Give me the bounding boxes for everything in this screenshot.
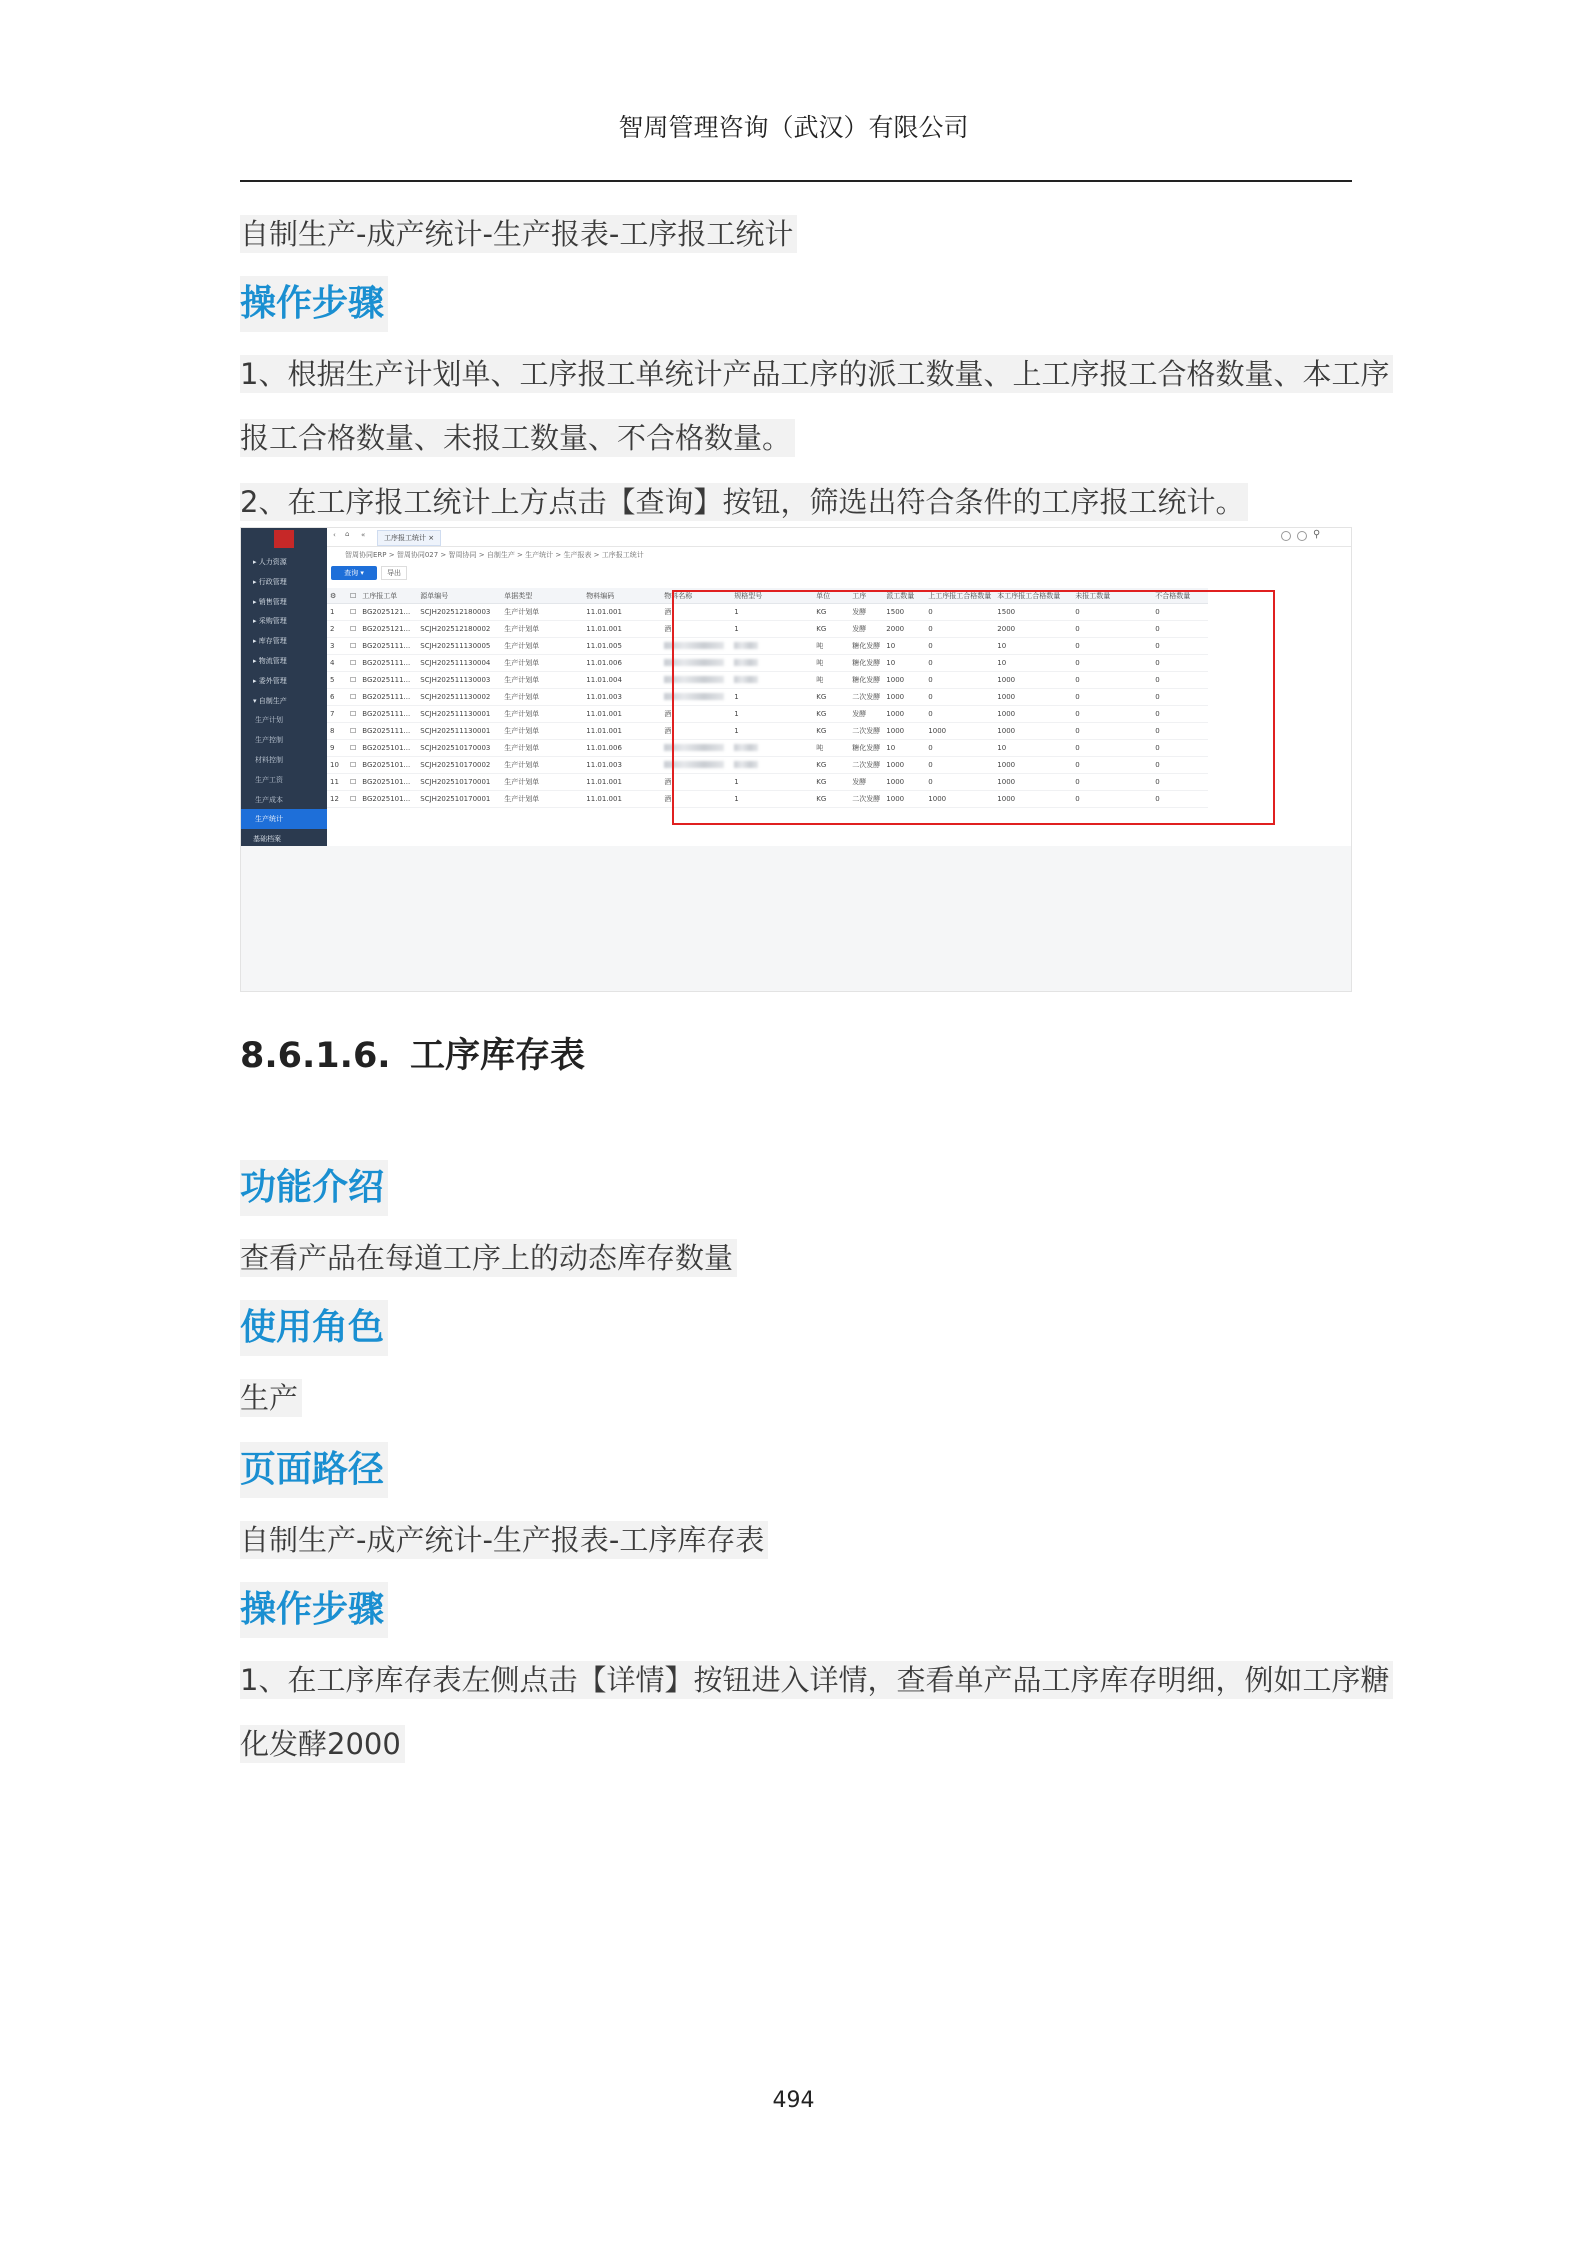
table-cell: 1000 [883, 757, 925, 774]
step3-line2 [240, 1722, 405, 1766]
table-cell: 酒 [661, 604, 731, 621]
table-cell: 10 [994, 740, 1072, 757]
sidebar-item[interactable]: 生产成本 [255, 795, 283, 804]
table-cell: KG [813, 774, 849, 791]
col-gear: ⚙ [327, 588, 347, 604]
table-cell: 吨 [813, 638, 849, 655]
table-cell: BG2025111... [359, 655, 417, 672]
sidebar-item[interactable]: ▸ 销售管理 [253, 597, 287, 606]
table-cell: 0 [1072, 689, 1152, 706]
row-number: 7 [327, 706, 347, 723]
table-cell: 11.01.001 [583, 774, 661, 791]
step3-line2-text: 化发酵2000 [240, 1725, 405, 1763]
table-cell: SCJH202510170001 [417, 791, 501, 808]
column-header: 本工序报工合格数量 [994, 588, 1072, 604]
col-check[interactable]: ☐ [347, 588, 359, 604]
table-cell: 0 [1072, 638, 1152, 655]
step1-line1-text: 1、根据生产计划单、工序报工单统计产品工序的派工数量、上工序报工合格数量、本工序 [240, 355, 1393, 393]
table-cell: 11.01.006 [583, 655, 661, 672]
table-cell: 1000 [883, 723, 925, 740]
path-text: 自制生产-成产统计-生产报表-工序报工统计 [240, 215, 797, 253]
breadcrumb: 智周协同ERP > 智周协同027 > 智周协同 > 自制生产 > 生产统计 > 生产报表 > 工序报工统计 [345, 551, 644, 559]
table-cell: 1 [731, 706, 813, 723]
table-cell: SCJH202511130004 [417, 655, 501, 672]
table-cell: 2000 [994, 621, 1072, 638]
table-cell: 10 [883, 740, 925, 757]
table-cell: 0 [1152, 774, 1208, 791]
row-checkbox[interactable]: ☐ [347, 655, 359, 672]
table-cell: BG2025121... [359, 604, 417, 621]
step1-line1 [240, 352, 1393, 396]
table-cell: 11.01.005 [583, 638, 661, 655]
table-cell: 1 [731, 791, 813, 808]
table-cell: 10 [883, 638, 925, 655]
step3-line1-text: 1、在工序库存表左侧点击【详情】按钮进入详情，查看单产品工序库存明细，例如工序糖 [240, 1661, 1393, 1699]
sidebar-item[interactable]: 生产统计 [241, 809, 327, 829]
tab-scroll-icon[interactable]: « [361, 531, 366, 539]
table-cell: 生产计划单 [501, 638, 583, 655]
table-cell: 0 [1072, 723, 1152, 740]
table-cell: 0 [925, 638, 994, 655]
table-cell: BG2025101... [359, 791, 417, 808]
table-cell: 1000 [994, 689, 1072, 706]
tab-label: 工序报工统计 [384, 534, 426, 542]
table-cell: 0 [925, 757, 994, 774]
row-number: 3 [327, 638, 347, 655]
row-checkbox[interactable]: ☐ [347, 621, 359, 638]
table-cell: 生产计划单 [501, 655, 583, 672]
table-cell: BG2025111... [359, 672, 417, 689]
table-cell: 1000 [925, 723, 994, 740]
table-cell: 1 [731, 723, 813, 740]
table-cell: 1000 [883, 774, 925, 791]
table-cell: 0 [1072, 655, 1152, 672]
tab-process-report-stats[interactable]: 工序报工统计 × [377, 530, 441, 546]
row-number: 11 [327, 774, 347, 791]
table-cell: BG2025111... [359, 723, 417, 740]
row-checkbox[interactable]: ☐ [347, 604, 359, 621]
row-number: 9 [327, 740, 347, 757]
table-cell: BG2025101... [359, 740, 417, 757]
step3-line1 [240, 1658, 1393, 1702]
table-cell: 生产计划单 [501, 757, 583, 774]
table-cell: 糖化发酵 [849, 638, 883, 655]
table-cell: 1500 [883, 604, 925, 621]
table-cell: 0 [1152, 638, 1208, 655]
settings-icon[interactable] [1281, 531, 1291, 541]
sidebar [241, 528, 327, 846]
table-cell: 10 [883, 655, 925, 672]
sidebar-item[interactable]: ▸ 委外管理 [253, 676, 287, 685]
table-cell: 11.01.003 [583, 689, 661, 706]
table-cell: 发酵 [849, 706, 883, 723]
table-cell: 11.01.001 [583, 621, 661, 638]
table-cell: 0 [1152, 604, 1208, 621]
table-cell: 0 [1072, 774, 1152, 791]
home-icon[interactable]: ⌂ [345, 530, 350, 538]
table-cell: 0 [1152, 757, 1208, 774]
column-header: 工序报工单 [359, 588, 417, 604]
column-header: 物料编码 [583, 588, 661, 604]
table-cell: 0 [925, 655, 994, 672]
column-header: 上工序报工合格数量 [925, 588, 994, 604]
table-cell: 二次发酵 [849, 791, 883, 808]
table-cell: 0 [1072, 757, 1152, 774]
table-cell: KG [813, 723, 849, 740]
table-cell: 0 [925, 706, 994, 723]
table-cell: 1000 [994, 757, 1072, 774]
steps-heading-2: 操作步骤 [240, 1582, 388, 1638]
sidebar-item[interactable]: ▸ 人力资源 [253, 558, 287, 566]
table-cell: 1000 [883, 689, 925, 706]
table-cell: 生产计划单 [501, 672, 583, 689]
steps-heading: 操作步骤 [240, 276, 388, 332]
row-number: 2 [327, 621, 347, 638]
table-cell: 生产计划单 [501, 740, 583, 757]
sidebar-item[interactable]: 生产工资 [255, 775, 283, 784]
query-label: 查询 [344, 569, 359, 577]
table-cell: 11.01.004 [583, 672, 661, 689]
path-heading: 页面路径 [240, 1442, 388, 1498]
section-number: 8.6.1.6. [240, 1036, 391, 1076]
table-cell: 11.01.003 [583, 757, 661, 774]
table-cell: 11.01.001 [583, 604, 661, 621]
table-cell: 1 [731, 604, 813, 621]
page-path-previous [240, 212, 797, 256]
table-cell: 1000 [994, 672, 1072, 689]
row-number: 4 [327, 655, 347, 672]
table-cell: 发酵 [849, 604, 883, 621]
table-cell: BG2025121... [359, 621, 417, 638]
table-cell: 0 [1072, 604, 1152, 621]
table-cell: 糖化发酵 [849, 740, 883, 757]
table-cell: 吨 [813, 672, 849, 689]
table-cell: 0 [1152, 740, 1208, 757]
query-button[interactable]: 查询 ▾ [331, 566, 377, 580]
table-cell: 0 [925, 740, 994, 757]
table-cell: BG2025111... [359, 638, 417, 655]
path-text [240, 1518, 768, 1562]
table-cell: 糖化发酵 [849, 672, 883, 689]
table-cell: 生产计划单 [501, 774, 583, 791]
row-checkbox[interactable]: ☐ [347, 791, 359, 808]
table-cell: KG [813, 689, 849, 706]
table-cell: 1000 [994, 774, 1072, 791]
page-number: 494 [772, 2088, 815, 2113]
table-cell: 0 [925, 621, 994, 638]
table-cell: 1000 [883, 791, 925, 808]
table-cell: 二次发酵 [849, 723, 883, 740]
table-cell: 生产计划单 [501, 791, 583, 808]
export-button[interactable]: 导出 [381, 566, 407, 580]
section-heading [240, 1028, 585, 1078]
row-checkbox[interactable]: ☐ [347, 774, 359, 791]
highlight-box [672, 590, 1275, 825]
table-cell: 0 [1152, 655, 1208, 672]
table-cell: 生产计划单 [501, 621, 583, 638]
table-cell: 0 [1072, 621, 1152, 638]
table-cell: 10 [994, 655, 1072, 672]
table-cell: 吨 [813, 655, 849, 672]
table-cell: 1000 [994, 706, 1072, 723]
column-header: 单位 [813, 588, 849, 604]
table-cell: 1000 [994, 791, 1072, 808]
column-header: 未报工数量 [1072, 588, 1152, 604]
table-cell: 0 [925, 604, 994, 621]
step1-line2-text: 报工合格数量、未报工数量、不合格数量。 [240, 419, 795, 457]
column-header: 单据类型 [501, 588, 583, 604]
role-heading: 使用角色 [240, 1300, 388, 1356]
row-checkbox[interactable]: ☐ [347, 757, 359, 774]
table-cell: 11.01.006 [583, 740, 661, 757]
table-cell: KG [813, 791, 849, 808]
step2-text: 2、在工序报工统计上方点击【查询】按钮，筛选出符合条件的工序报工统计。 [240, 483, 1248, 521]
table-cell: 10 [994, 638, 1072, 655]
sidebar-item[interactable]: ▸ 物流管理 [253, 657, 287, 665]
table-cell: 0 [1072, 740, 1152, 757]
row-number: 1 [327, 604, 347, 621]
table-cell: 11.01.001 [583, 706, 661, 723]
table-cell: 生产计划单 [501, 604, 583, 621]
user-icon[interactable]: ⚲ [1313, 529, 1321, 540]
row-number: 5 [327, 672, 347, 689]
column-header: 不合格数量 [1152, 588, 1208, 604]
app-logo [274, 530, 294, 548]
table-cell: 0 [1072, 706, 1152, 723]
sidebar-item[interactable]: 基础档案 [253, 835, 281, 844]
table-cell: 0 [925, 689, 994, 706]
table-cell: 生产计划单 [501, 723, 583, 740]
table-cell: 1000 [994, 723, 1072, 740]
function-text-content: 查看产品在每道工序上的动态库存数量 [240, 1239, 737, 1277]
table-cell: SCJH202510170003 [417, 740, 501, 757]
function-text [240, 1236, 737, 1280]
function-heading: 功能介绍 [240, 1160, 388, 1216]
table-cell: 吨 [813, 740, 849, 757]
table-cell: 0 [925, 672, 994, 689]
sidebar-item[interactable]: ▸ 行政管理 [253, 577, 287, 586]
row-checkbox[interactable]: ☐ [347, 689, 359, 706]
table-cell: 二次发酵 [849, 689, 883, 706]
table-cell: 0 [925, 774, 994, 791]
table-cell: 酒 [661, 791, 731, 808]
table-cell: 0 [1072, 791, 1152, 808]
table-cell: 1000 [925, 791, 994, 808]
table-cell: 0 [1152, 723, 1208, 740]
row-checkbox[interactable]: ☐ [347, 638, 359, 655]
sidebar-item[interactable]: 材料控制 [255, 756, 283, 764]
row-checkbox[interactable]: ☐ [347, 706, 359, 723]
table-cell: KG [813, 757, 849, 774]
table-cell: 1000 [883, 706, 925, 723]
table-cell: 二次发酵 [849, 757, 883, 774]
sidebar-item[interactable]: ▸ 采购管理 [253, 617, 287, 626]
table-cell: 11.01.001 [583, 791, 661, 808]
table-cell: 酒 [661, 774, 731, 791]
table-cell: 1 [731, 689, 813, 706]
role-text-content: 生产 [240, 1379, 302, 1417]
column-header: 源单编号 [417, 588, 501, 604]
table-cell: SCJH202511130003 [417, 672, 501, 689]
table-cell: SCJH202512180002 [417, 621, 501, 638]
table-cell: 酒 [661, 723, 731, 740]
table-cell: BG2025101... [359, 757, 417, 774]
table-cell: 0 [1152, 621, 1208, 638]
sidebar-item[interactable]: 生产控制 [255, 736, 283, 745]
table-cell: 0 [1072, 672, 1152, 689]
table-cell: SCJH202511130002 [417, 689, 501, 706]
row-checkbox[interactable]: ☐ [347, 740, 359, 757]
table-cell: KG [813, 621, 849, 638]
section-title: 工序库存表 [410, 1036, 586, 1076]
table-cell: 0 [1152, 791, 1208, 808]
path-text-content: 自制生产-成产统计-生产报表-工序库存表 [240, 1521, 768, 1559]
row-checkbox[interactable]: ☐ [347, 723, 359, 740]
row-number: 6 [327, 689, 347, 706]
table-cell: 0 [1152, 706, 1208, 723]
table-cell: BG2025101... [359, 774, 417, 791]
table-cell: 发酵 [849, 621, 883, 638]
table-cell: 0 [1152, 689, 1208, 706]
table-cell: SCJH202512180003 [417, 604, 501, 621]
document-header: 智周管理咨询（武汉）有限公司 [618, 113, 969, 142]
step1-line2 [240, 416, 795, 460]
sidebar-item[interactable]: 生产计划 [255, 716, 283, 725]
sidebar-item[interactable]: ▸ 库存管理 [253, 637, 287, 646]
table-cell: SCJH202510170002 [417, 757, 501, 774]
table-cell: SCJH202511130001 [417, 706, 501, 723]
table-cell: 11.01.001 [583, 723, 661, 740]
table-cell: KG [813, 706, 849, 723]
column-header: 物料名称 [661, 588, 731, 604]
table-cell: 酒 [661, 706, 731, 723]
table-cell: 1500 [994, 604, 1072, 621]
table-cell: 生产计划单 [501, 706, 583, 723]
table-cell: BG2025111... [359, 689, 417, 706]
column-header: 规格型号 [731, 588, 813, 604]
row-checkbox[interactable]: ☐ [347, 672, 359, 689]
table-cell: 生产计划单 [501, 689, 583, 706]
row-number: 8 [327, 723, 347, 740]
table-cell: 酒 [661, 621, 731, 638]
table-cell: BG2025111... [359, 706, 417, 723]
table-cell: SCJH202510170001 [417, 774, 501, 791]
step2 [240, 480, 1248, 524]
table-cell: 糖化发酵 [849, 655, 883, 672]
role-text [240, 1376, 302, 1420]
row-number: 10 [327, 757, 347, 774]
table-cell: 1 [731, 621, 813, 638]
sidebar-item[interactable]: ▾ 自制生产 [253, 696, 287, 705]
header-rule [240, 180, 1352, 182]
table-cell: KG [813, 604, 849, 621]
table-cell: 发酵 [849, 774, 883, 791]
table-cell: 2000 [883, 621, 925, 638]
refresh-icon[interactable] [1297, 531, 1307, 541]
table-cell: SCJH202511130001 [417, 723, 501, 740]
row-number: 12 [327, 791, 347, 808]
table-cell: 1000 [883, 672, 925, 689]
column-header: 工序 [849, 588, 883, 604]
column-header: 派工数量 [883, 588, 925, 604]
back-icon[interactable]: ‹ [333, 531, 336, 539]
table-cell: 1 [731, 774, 813, 791]
table-cell: SCJH202511130005 [417, 638, 501, 655]
table-cell: 0 [1152, 672, 1208, 689]
top-bar [327, 528, 1352, 547]
